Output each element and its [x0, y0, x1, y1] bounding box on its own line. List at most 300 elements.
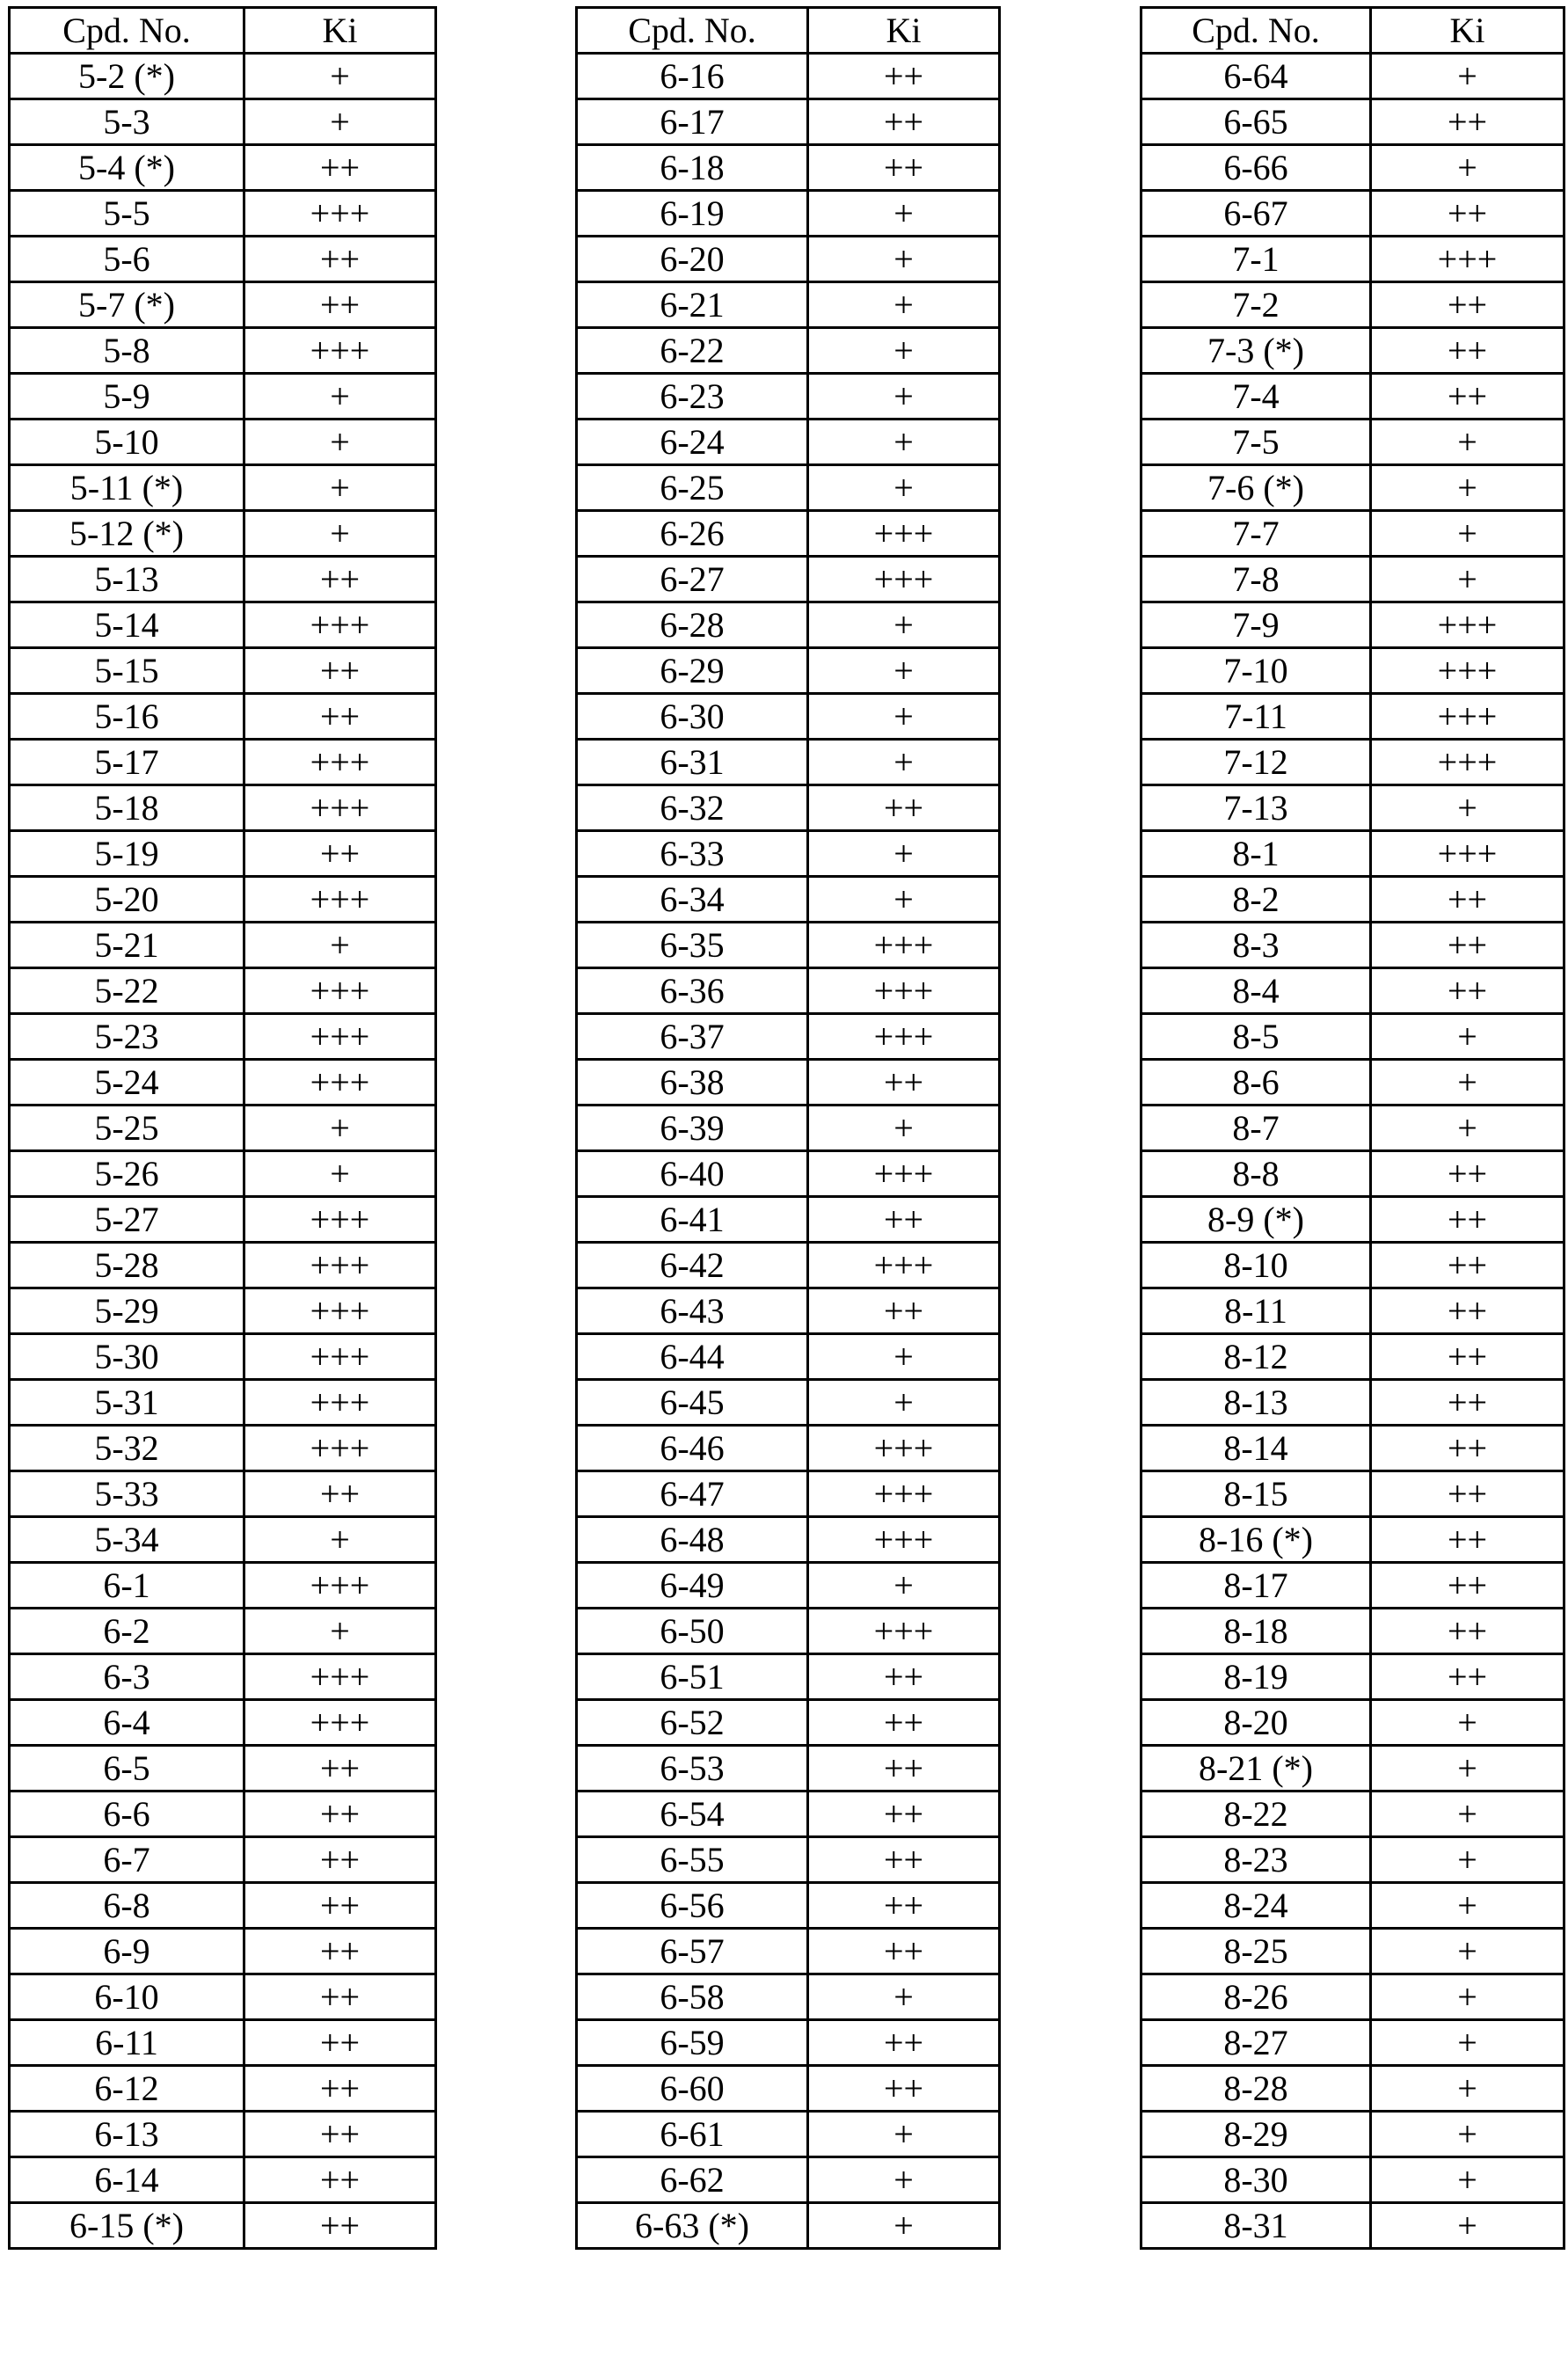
compound-number-cell: 6-52 [577, 1700, 808, 1746]
compound-number-cell: 6-35 [577, 923, 808, 968]
table-row [577, 282, 1000, 328]
ki-value-cell: +++ [244, 1060, 436, 1106]
ki-value-cell: + [808, 877, 1000, 923]
header-cpd-no: Cpd. No. [10, 8, 244, 54]
table-row [577, 2157, 1000, 2203]
table-row [1141, 1106, 1564, 1151]
compound-number-cell: 6-50 [577, 1609, 808, 1654]
table-row [1141, 1288, 1564, 1334]
compound-number-cell: 8-27 [1141, 2020, 1371, 2066]
compound-number-cell: 5-16 [10, 694, 244, 740]
table-row [1141, 877, 1564, 923]
compound-number-cell: 8-23 [1141, 1837, 1371, 1883]
compound-number-cell: 6-54 [577, 1792, 808, 1837]
ki-value-cell: ++ [808, 99, 1000, 145]
ki-value-cell: +++ [808, 1243, 1000, 1288]
header-row [577, 8, 1000, 54]
ki-value-cell: +++ [244, 968, 436, 1014]
table-row [577, 1654, 1000, 1700]
ki-value-cell: ++ [244, 2066, 436, 2112]
ki-value-cell: +++ [808, 1517, 1000, 1563]
ki-value-cell: ++ [244, 282, 436, 328]
compound-number-cell: 8-20 [1141, 1700, 1371, 1746]
compound-number-cell: 6-24 [577, 420, 808, 465]
table-row [577, 1563, 1000, 1609]
compound-number-cell: 6-28 [577, 602, 808, 648]
table-row [577, 740, 1000, 785]
table-row [577, 191, 1000, 237]
table-row [1141, 2157, 1564, 2203]
table-row [1141, 1563, 1564, 1609]
table-row [577, 1426, 1000, 1471]
ki-value-cell: +++ [1371, 648, 1564, 694]
header-ki: Ki [244, 8, 436, 54]
table-row [577, 1609, 1000, 1654]
compound-number-cell: 6-22 [577, 328, 808, 374]
table-row [10, 2066, 436, 2112]
table-row [577, 557, 1000, 602]
compound-number-cell: 8-25 [1141, 1929, 1371, 1974]
ki-value-cell: +++ [244, 1014, 436, 1060]
compound-number-cell: 6-65 [1141, 99, 1371, 145]
table-row [10, 420, 436, 465]
table-row [10, 1060, 436, 1106]
compound-number-cell: 6-59 [577, 2020, 808, 2066]
compound-number-cell: 6-11 [10, 2020, 244, 2066]
ki-value-cell: +++ [244, 1380, 436, 1426]
ki-value-cell: + [808, 237, 1000, 282]
table-row [577, 1106, 1000, 1151]
compound-number-cell: 5-11 (*) [10, 465, 244, 511]
ki-value-cell: +++ [808, 923, 1000, 968]
compound-number-cell: 5-34 [10, 1517, 244, 1563]
table-row [1141, 831, 1564, 877]
compound-number-cell: 6-2 [10, 1609, 244, 1654]
compound-number-cell: 5-19 [10, 831, 244, 877]
ki-value-cell: +++ [244, 1197, 436, 1243]
table-row [10, 54, 436, 99]
table-row [10, 328, 436, 374]
table-row [1141, 2203, 1564, 2249]
table-row [10, 1792, 436, 1837]
compound-number-cell: 5-18 [10, 785, 244, 831]
ki-value-cell: + [808, 1380, 1000, 1426]
ki-value-cell: + [808, 648, 1000, 694]
table-row [1141, 145, 1564, 191]
table-row [1141, 694, 1564, 740]
ki-value-cell: +++ [244, 740, 436, 785]
table-row [10, 1380, 436, 1426]
compound-number-cell: 5-14 [10, 602, 244, 648]
header-cpd-no: Cpd. No. [577, 8, 808, 54]
ki-value-cell: + [1371, 2203, 1564, 2249]
ki-value-cell: ++ [244, 1883, 436, 1929]
compound-number-cell: 6-13 [10, 2112, 244, 2157]
compound-number-cell: 6-23 [577, 374, 808, 420]
ki-value-cell: ++ [1371, 99, 1564, 145]
table-row [1141, 2112, 1564, 2157]
compound-number-cell: 5-15 [10, 648, 244, 694]
compound-number-cell: 5-10 [10, 420, 244, 465]
compound-number-cell: 8-30 [1141, 2157, 1371, 2203]
ki-value-cell: ++ [244, 694, 436, 740]
table-row [1141, 1883, 1564, 1929]
ki-value-cell: +++ [244, 1334, 436, 1380]
compound-number-cell: 8-14 [1141, 1426, 1371, 1471]
table-row [1141, 1517, 1564, 1563]
compound-number-cell: 8-13 [1141, 1380, 1371, 1426]
compound-number-cell: 8-18 [1141, 1609, 1371, 1654]
compound-number-cell: 6-39 [577, 1106, 808, 1151]
compound-number-cell: 6-30 [577, 694, 808, 740]
ki-value-cell: + [244, 99, 436, 145]
table-row [577, 1883, 1000, 1929]
table-row [577, 1471, 1000, 1517]
ki-value-cell: +++ [244, 1426, 436, 1471]
compound-number-cell: 8-2 [1141, 877, 1371, 923]
table-row [577, 2112, 1000, 2157]
compound-number-cell: 6-16 [577, 54, 808, 99]
table-row [1141, 99, 1564, 145]
compound-number-cell: 5-23 [10, 1014, 244, 1060]
ki-value-cell: ++ [808, 1792, 1000, 1837]
compound-number-cell: 6-29 [577, 648, 808, 694]
table-row [577, 877, 1000, 923]
compound-number-cell: 6-42 [577, 1243, 808, 1288]
header-row [10, 8, 436, 54]
compound-number-cell: 6-33 [577, 831, 808, 877]
table-row [1141, 374, 1564, 420]
compound-number-cell: 6-17 [577, 99, 808, 145]
ki-value-cell: + [1371, 1106, 1564, 1151]
ki-value-cell: +++ [244, 1563, 436, 1609]
table-row [10, 511, 436, 557]
compound-number-cell: 6-12 [10, 2066, 244, 2112]
compound-number-cell: 6-63 (*) [577, 2203, 808, 2249]
ki-value-cell: + [808, 1563, 1000, 1609]
ki-value-cell: ++ [1371, 1197, 1564, 1243]
table-row [577, 145, 1000, 191]
table-row [10, 1883, 436, 1929]
compound-number-cell: 6-8 [10, 1883, 244, 1929]
compound-number-cell: 8-4 [1141, 968, 1371, 1014]
table-row [10, 1609, 436, 1654]
compound-number-cell: 5-8 [10, 328, 244, 374]
compound-number-cell: 6-25 [577, 465, 808, 511]
table-row [10, 191, 436, 237]
compound-number-cell: 8-24 [1141, 1883, 1371, 1929]
ki-value-cell: ++ [244, 2020, 436, 2066]
table-row [1141, 740, 1564, 785]
compound-number-cell: 5-25 [10, 1106, 244, 1151]
table-row [10, 1700, 436, 1746]
compound-number-cell: 6-48 [577, 1517, 808, 1563]
table-row [10, 1334, 436, 1380]
compound-number-cell: 6-60 [577, 2066, 808, 2112]
compound-number-cell: 6-18 [577, 145, 808, 191]
compound-number-cell: 6-49 [577, 1563, 808, 1609]
ki-value-cell: ++ [808, 2066, 1000, 2112]
table-row [10, 1288, 436, 1334]
table-row [1141, 237, 1564, 282]
table-row [1141, 557, 1564, 602]
compound-number-cell: 6-3 [10, 1654, 244, 1700]
table-row [577, 1746, 1000, 1792]
compound-number-cell: 8-8 [1141, 1151, 1371, 1197]
header-cpd-no: Cpd. No. [1141, 8, 1371, 54]
table-row [10, 648, 436, 694]
table-row [577, 1792, 1000, 1837]
table-row [1141, 328, 1564, 374]
table-row [10, 1517, 436, 1563]
ki-value-cell: +++ [1371, 831, 1564, 877]
table-row [10, 557, 436, 602]
compound-number-cell: 5-3 [10, 99, 244, 145]
table-row [1141, 923, 1564, 968]
compound-number-cell: 7-6 (*) [1141, 465, 1371, 511]
compound-number-cell: 6-67 [1141, 191, 1371, 237]
compound-number-cell: 6-47 [577, 1471, 808, 1517]
table-row [1141, 1426, 1564, 1471]
compound-number-cell: 7-2 [1141, 282, 1371, 328]
compound-number-cell: 6-9 [10, 1929, 244, 1974]
compound-number-cell: 6-4 [10, 1700, 244, 1746]
ki-value-cell: + [244, 1517, 436, 1563]
ki-value-cell: + [1371, 420, 1564, 465]
ki-value-cell: + [1371, 785, 1564, 831]
table-row [10, 968, 436, 1014]
compound-number-cell: 5-32 [10, 1426, 244, 1471]
ki-value-cell: + [808, 1334, 1000, 1380]
ki-value-cell: ++ [808, 54, 1000, 99]
compound-number-cell: 5-30 [10, 1334, 244, 1380]
ki-value-cell: ++ [808, 1883, 1000, 1929]
ki-value-cell: + [808, 282, 1000, 328]
table-row [1141, 2020, 1564, 2066]
ki-value-cell: +++ [244, 1654, 436, 1700]
ki-value-cell: + [808, 2203, 1000, 2249]
table-row [1141, 1837, 1564, 1883]
compound-number-cell: 8-29 [1141, 2112, 1371, 2157]
ki-value-cell: ++ [1371, 1151, 1564, 1197]
compound-number-cell: 7-10 [1141, 648, 1371, 694]
ki-value-cell: ++ [244, 1974, 436, 2020]
ki-value-cell: ++ [244, 2112, 436, 2157]
ki-value-cell: + [808, 694, 1000, 740]
compound-number-cell: 6-26 [577, 511, 808, 557]
ki-value-cell: ++ [808, 1288, 1000, 1334]
table-row [10, 1106, 436, 1151]
table-row [10, 2157, 436, 2203]
ki-value-cell: ++ [808, 1929, 1000, 1974]
table-row [10, 237, 436, 282]
compound-number-cell: 7-5 [1141, 420, 1371, 465]
ki-value-cell: + [808, 2112, 1000, 2157]
ki-value-cell: ++ [244, 145, 436, 191]
ki-value-cell: ++ [808, 1700, 1000, 1746]
compound-number-cell: 6-31 [577, 740, 808, 785]
ki-value-cell: +++ [244, 785, 436, 831]
ki-value-cell: +++ [808, 1014, 1000, 1060]
compound-number-cell: 5-26 [10, 1151, 244, 1197]
table-row [1141, 785, 1564, 831]
ki-value-cell: ++ [1371, 282, 1564, 328]
compound-number-cell: 6-5 [10, 1746, 244, 1792]
ki-value-cell: + [1371, 1792, 1564, 1837]
compound-number-cell: 5-28 [10, 1243, 244, 1288]
compound-number-cell: 7-9 [1141, 602, 1371, 648]
table-row [10, 1563, 436, 1609]
ki-value-cell: ++ [244, 237, 436, 282]
table-row [10, 1837, 436, 1883]
compound-number-cell: 8-19 [1141, 1654, 1371, 1700]
table-row [10, 831, 436, 877]
table-row [577, 1974, 1000, 2020]
table-row [577, 2020, 1000, 2066]
table-row [10, 1426, 436, 1471]
table-row [577, 237, 1000, 282]
ki-value-cell: + [1371, 2157, 1564, 2203]
compound-number-cell: 6-32 [577, 785, 808, 831]
compound-number-cell: 8-1 [1141, 831, 1371, 877]
table-row [10, 877, 436, 923]
ki-value-cell: + [808, 740, 1000, 785]
table-row [1141, 191, 1564, 237]
compound-number-cell: 6-21 [577, 282, 808, 328]
compound-number-cell: 5-20 [10, 877, 244, 923]
table-row [1141, 1929, 1564, 1974]
ki-value-cell: +++ [808, 1151, 1000, 1197]
ki-value-cell: ++ [1371, 374, 1564, 420]
table-row [10, 2020, 436, 2066]
ki-value-cell: + [808, 602, 1000, 648]
ki-value-cell: ++ [1371, 923, 1564, 968]
ki-value-cell: ++ [808, 145, 1000, 191]
ki-value-cell: + [1371, 1746, 1564, 1792]
compound-number-cell: 6-41 [577, 1197, 808, 1243]
compound-number-cell: 6-55 [577, 1837, 808, 1883]
table-row [577, 1243, 1000, 1288]
table-row [577, 1151, 1000, 1197]
ki-value-cell: +++ [244, 1288, 436, 1334]
ki-value-cell: + [244, 465, 436, 511]
ki-value-cell: + [244, 1151, 436, 1197]
table-row [577, 1700, 1000, 1746]
ki-value-cell: + [244, 54, 436, 99]
table-row [10, 1151, 436, 1197]
compound-number-cell: 6-20 [577, 237, 808, 282]
table-row [10, 1746, 436, 1792]
table-row [577, 420, 1000, 465]
table-row [577, 1014, 1000, 1060]
ki-value-cell: +++ [808, 968, 1000, 1014]
ki-value-cell: +++ [244, 328, 436, 374]
table-row [1141, 648, 1564, 694]
compound-number-cell: 7-4 [1141, 374, 1371, 420]
compound-number-cell: 5-4 (*) [10, 145, 244, 191]
table-row [577, 1929, 1000, 1974]
ki-value-cell: ++ [244, 557, 436, 602]
ki-value-cell: + [808, 328, 1000, 374]
ki-value-cell: ++ [1371, 191, 1564, 237]
compound-number-cell: 8-16 (*) [1141, 1517, 1371, 1563]
compound-number-cell: 6-61 [577, 2112, 808, 2157]
table-row [1141, 1746, 1564, 1792]
compound-number-cell: 8-15 [1141, 1471, 1371, 1517]
table-row [10, 694, 436, 740]
ki-value-cell: + [1371, 1974, 1564, 2020]
ki-value-cell: + [244, 511, 436, 557]
compound-number-cell: 5-9 [10, 374, 244, 420]
ki-value-cell: + [1371, 145, 1564, 191]
compound-number-cell: 7-8 [1141, 557, 1371, 602]
table-row [10, 2203, 436, 2249]
table-row [577, 1517, 1000, 1563]
ki-table-2 [575, 6, 1001, 2250]
compound-number-cell: 5-17 [10, 740, 244, 785]
compound-number-cell: 6-43 [577, 1288, 808, 1334]
compound-number-cell: 6-64 [1141, 54, 1371, 99]
table-row [10, 785, 436, 831]
table-row [577, 54, 1000, 99]
table-row [1141, 2066, 1564, 2112]
table-row [10, 1197, 436, 1243]
ki-table-3 [1140, 6, 1565, 2250]
compound-number-cell: 8-3 [1141, 923, 1371, 968]
header-ki: Ki [1371, 8, 1564, 54]
table-row [10, 282, 436, 328]
ki-value-cell: ++ [244, 2203, 436, 2249]
compound-number-cell: 8-22 [1141, 1792, 1371, 1837]
compound-number-cell: 5-2 (*) [10, 54, 244, 99]
table-row [577, 1197, 1000, 1243]
ki-value-cell: +++ [808, 1426, 1000, 1471]
table-row [577, 694, 1000, 740]
ki-value-cell: + [1371, 557, 1564, 602]
compound-number-cell: 5-24 [10, 1060, 244, 1106]
ki-value-cell: +++ [808, 1609, 1000, 1654]
ki-value-cell: + [808, 191, 1000, 237]
table-row [10, 374, 436, 420]
ki-value-cell: +++ [244, 602, 436, 648]
compound-number-cell: 6-51 [577, 1654, 808, 1700]
ki-value-cell: + [1371, 54, 1564, 99]
ki-value-cell: + [1371, 2020, 1564, 2066]
ki-value-cell: + [808, 465, 1000, 511]
compound-number-cell: 5-12 (*) [10, 511, 244, 557]
table-row [577, 923, 1000, 968]
compound-number-cell: 6-40 [577, 1151, 808, 1197]
ki-value-cell: + [1371, 1883, 1564, 1929]
table-row [1141, 282, 1564, 328]
ki-value-cell: + [1371, 1700, 1564, 1746]
table-row [577, 1060, 1000, 1106]
table-row [1141, 1380, 1564, 1426]
table-row [577, 1837, 1000, 1883]
compound-number-cell: 5-21 [10, 923, 244, 968]
ki-value-cell: +++ [1371, 237, 1564, 282]
ki-value-cell: + [1371, 511, 1564, 557]
compound-number-cell: 5-22 [10, 968, 244, 1014]
compound-number-cell: 8-26 [1141, 1974, 1371, 2020]
compound-number-cell: 8-10 [1141, 1243, 1371, 1288]
table-row [577, 968, 1000, 1014]
table-row [10, 1471, 436, 1517]
ki-value-cell: ++ [808, 1837, 1000, 1883]
table-row [10, 465, 436, 511]
compound-number-cell: 6-15 (*) [10, 2203, 244, 2249]
ki-value-cell: +++ [1371, 740, 1564, 785]
